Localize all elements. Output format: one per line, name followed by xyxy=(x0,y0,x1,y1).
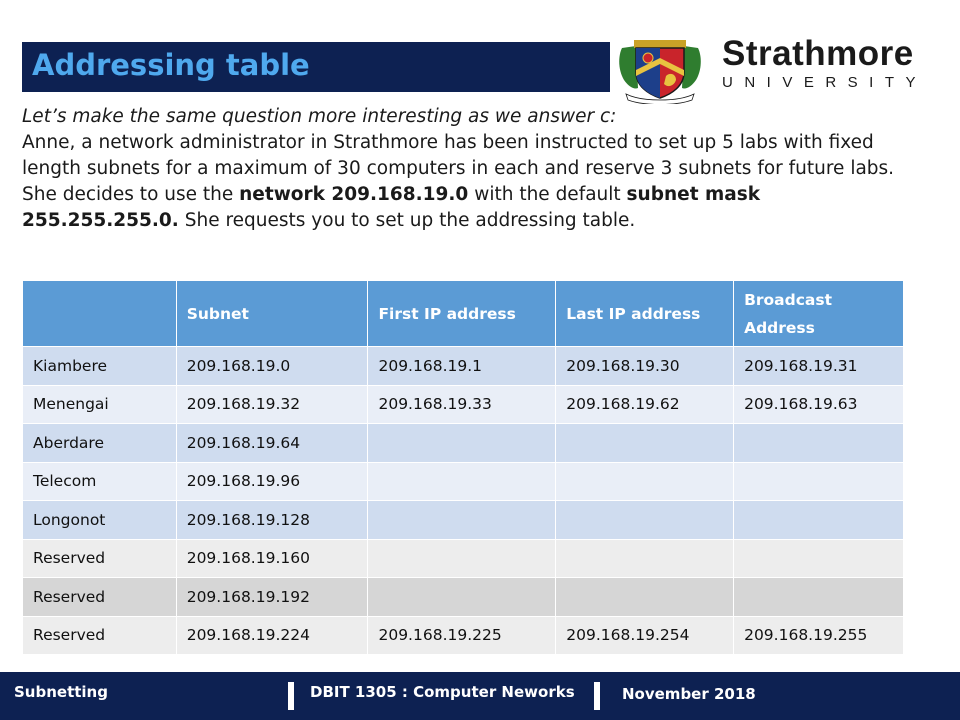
cell-subnet: 209.168.19.192 xyxy=(176,578,368,617)
cell-first-ip xyxy=(368,501,556,540)
footer-bar xyxy=(0,672,960,720)
strathmore-logo xyxy=(616,34,946,104)
cell-subnet: 209.168.19.64 xyxy=(176,424,368,463)
cell-lab: Reserved xyxy=(23,539,177,578)
cell-broadcast xyxy=(734,424,904,463)
cell-broadcast xyxy=(734,578,904,617)
cell-first-ip: 209.168.19.225 xyxy=(368,616,556,655)
university-name: Strathmore xyxy=(722,34,914,73)
cell-broadcast: 209.168.19.31 xyxy=(734,347,904,386)
cell-last-ip xyxy=(556,462,734,501)
addressing-table xyxy=(22,280,904,655)
cell-first-ip xyxy=(368,578,556,617)
university-subtitle: UNIVERSITY xyxy=(722,74,928,91)
cell-subnet: 209.168.19.0 xyxy=(176,347,368,386)
cell-lab: Menengai xyxy=(23,385,177,424)
header-broadcast: Broadcast Address xyxy=(734,281,904,347)
cell-lab: Longonot xyxy=(23,501,177,540)
footer-topic: Subnetting xyxy=(14,683,108,701)
cell-lab: Reserved xyxy=(23,578,177,617)
cell-broadcast xyxy=(734,539,904,578)
table-row xyxy=(23,347,904,386)
cell-broadcast: 209.168.19.255 xyxy=(734,616,904,655)
intro-line: Let’s make the same question more interesting as we answer c: xyxy=(22,106,617,127)
problem-paragraph xyxy=(22,130,922,234)
cell-first-ip xyxy=(368,462,556,501)
cell-broadcast xyxy=(734,462,904,501)
title-bar xyxy=(22,42,610,92)
paragraph-part-2: with the default xyxy=(468,184,627,205)
cell-lab: Reserved xyxy=(23,616,177,655)
cell-subnet: 209.168.19.224 xyxy=(176,616,368,655)
cell-lab: Aberdare xyxy=(23,424,177,463)
cell-subnet: 209.168.19.32 xyxy=(176,385,368,424)
paragraph-part-1: Anne, a network administrator in Strathmore has been instructed to set up 5 labs with fixed length subnets for a maximum of 30 computers in each and reserve 3 subnets for future labs. She decides to use the xyxy=(22,132,895,205)
cell-subnet: 209.168.19.160 xyxy=(176,539,368,578)
cell-subnet: 209.168.19.96 xyxy=(176,462,368,501)
cell-broadcast xyxy=(734,501,904,540)
table-row xyxy=(23,385,904,424)
table-row xyxy=(23,462,904,501)
table-row xyxy=(23,501,904,540)
cell-first-ip: 209.168.19.1 xyxy=(368,347,556,386)
cell-first-ip: 209.168.19.33 xyxy=(368,385,556,424)
body-text xyxy=(22,104,922,234)
table-row xyxy=(23,616,904,655)
footer-date: November 2018 xyxy=(622,685,756,703)
cell-broadcast: 209.168.19.63 xyxy=(734,385,904,424)
cell-lab: Telecom xyxy=(23,462,177,501)
table-row xyxy=(23,578,904,617)
cell-last-ip: 209.168.19.62 xyxy=(556,385,734,424)
paragraph-part-3: She requests you to set up the addressing table. xyxy=(178,210,636,231)
table-row xyxy=(23,424,904,463)
header-subnet: Subnet xyxy=(176,281,368,347)
header-lab xyxy=(23,281,177,347)
table-row xyxy=(23,539,904,578)
header-last-ip: Last IP address xyxy=(556,281,734,347)
cell-last-ip xyxy=(556,578,734,617)
footer-divider xyxy=(288,682,294,710)
slide-title: Addressing table xyxy=(32,48,310,82)
cell-last-ip xyxy=(556,424,734,463)
footer-course: DBIT 1305 : Computer Neworks xyxy=(310,683,575,701)
cell-first-ip xyxy=(368,539,556,578)
cell-last-ip xyxy=(556,501,734,540)
table-header-row xyxy=(23,281,904,347)
cell-subnet: 209.168.19.128 xyxy=(176,501,368,540)
university-crest-icon xyxy=(616,36,704,104)
header-first-ip: First IP address xyxy=(368,281,556,347)
cell-lab: Kiambere xyxy=(23,347,177,386)
network-bold: network 209.168.19.0 xyxy=(239,184,469,205)
cell-last-ip: 209.168.19.30 xyxy=(556,347,734,386)
cell-last-ip xyxy=(556,539,734,578)
footer-divider xyxy=(594,682,600,710)
cell-last-ip: 209.168.19.254 xyxy=(556,616,734,655)
cell-first-ip xyxy=(368,424,556,463)
subnet-mask-bold: subnet mask 255.255.255.0. xyxy=(22,184,761,231)
